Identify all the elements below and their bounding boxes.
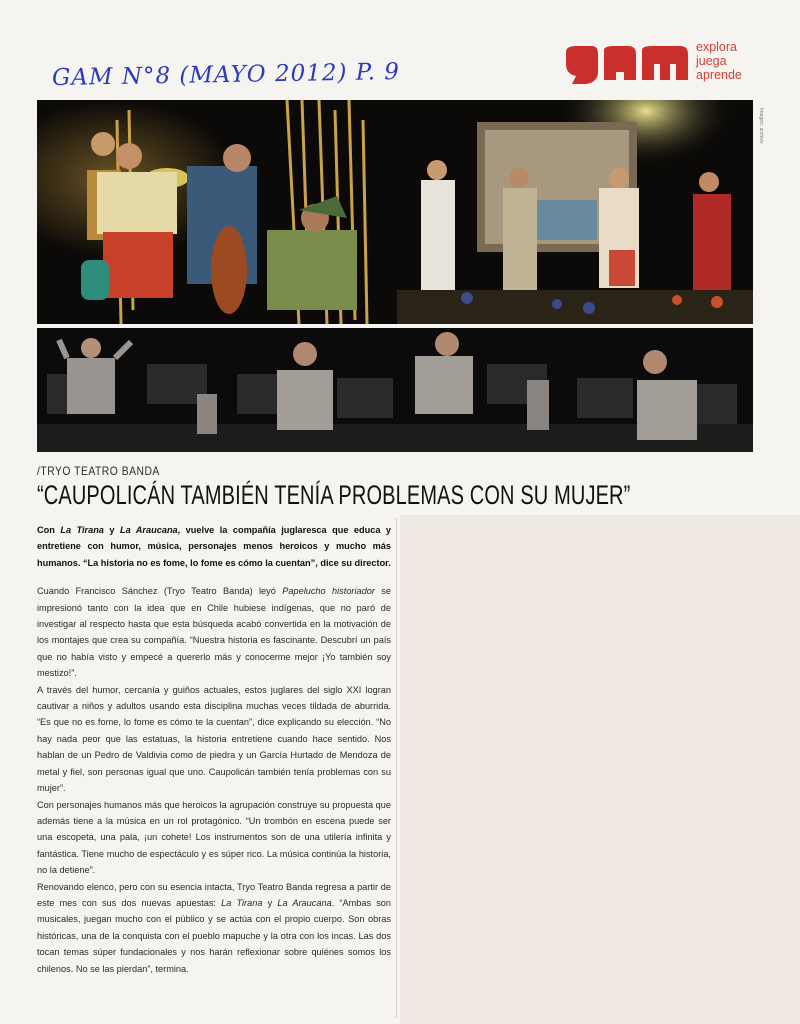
play-title-italic: La Araucana <box>277 897 332 908</box>
handwritten-annotation: GAM N°8 (MAYO 2012) P. 9 <box>51 58 401 92</box>
photo-credit: Imagen: archivo <box>758 108 764 144</box>
paragraph-text: . “Ambas son musicales, juegan mucho con el público y se actúa con el propio cuerpo. Son obras históricas, una de la conquista con el pueblo mapuche y la otra con los incas. Las dos tocan temas súper fundacionales y nos harán reflexionar sobre quiénes somos los chilenos. No se las pierdan”, termina. <box>37 897 392 974</box>
article-body <box>37 522 391 977</box>
paragraph-text: se impresionó tanto con la idea que en Chile hubiese indígenas, que no paró de investigar al respecto hasta que esta búsqueda acabó convertida en la motivación de los montajes que crea su compañía. “Nuestra historia es fascinante. Descubrí un país que no había visto y empecé a quererlo más y conocerme mejor ¡Yo también soy mestizo!”. <box>37 586 391 679</box>
tagline-line: aprende <box>696 68 742 82</box>
article-headline: “CAUPOLICÁN TAMBIÉN TENÍA PROBLEMAS CON SU MUJER” <box>37 480 631 510</box>
article-lead <box>37 522 391 571</box>
lead-text: , vuelve la compañía juglaresca que educa y entretiene con humor, música, personajes menos heroicos y mucho más humanos. “La historia no es fome, lo fome es cómo la cuentan”, dice su director. <box>37 525 392 568</box>
article-paragraph <box>37 583 391 681</box>
book-title-italic: Papelucho historiador <box>282 586 375 597</box>
paragraph-text: Renovando elenco, pero con su esencia intacta, Tryo Teatro Banda regresa a partir de este mes con sus dos nuevas apuestas: <box>37 881 391 908</box>
article-paragraph: Con personajes humanos más que heroicos la agrupación construye su propuesta que además tiene a la música en un rol protagónico. “Un trombón en escena puede ser una escopeta, una pala, ¡un cohete! Los instrumentos son de una utilería infinita y fantástica. Tiene mucho de espectáculo y es súper rico. La música continúa la historia, no la detiene”. <box>37 799 391 876</box>
lead-title-italic: La Tirana <box>60 525 104 535</box>
article-kicker: /TRYO TEATRO BANDA <box>37 464 160 478</box>
article-paragraph <box>37 879 391 977</box>
logo-tagline <box>696 40 742 82</box>
gam-logo-icon <box>562 44 692 86</box>
scan-background-shade <box>400 515 800 1024</box>
actor-sequence-photo <box>37 328 753 452</box>
play-title-italic: La Tirana <box>221 897 263 908</box>
paragraph-text: Cuando Francisco Sánchez (Tryo Teatro Banda) leyó <box>37 586 283 597</box>
tagline-line: juega <box>696 54 727 68</box>
gam-logo <box>562 40 762 92</box>
tagline-line: explora <box>696 40 737 54</box>
article-paragraph: A través del humor, cercanía y guiños actuales, estos juglares del siglo XXI logran cautivar a niños y adultos usando esta disciplina muchas veces tildada de aburrida. “Es que no es fome, lo fome es cómo te la cuentan”, dice explicando su elección. “No hay nada peor que las estatuas, la historia entretiene cuando hace sentido. Nos hablan de un Pedro de Valdivia como de piedra y un García Hurtado de Mendoza de metal y fiel, son personas igual que uno. Caupolicán también tenía problemas con su mujer”. <box>37 684 391 794</box>
lead-text: Con <box>37 525 61 535</box>
paragraph-text: y <box>262 897 278 908</box>
lead-text: y <box>103 525 120 535</box>
stage-performance-photo <box>37 100 753 324</box>
lead-title-italic: La Araucana <box>119 525 178 535</box>
column-edge <box>396 518 397 1018</box>
